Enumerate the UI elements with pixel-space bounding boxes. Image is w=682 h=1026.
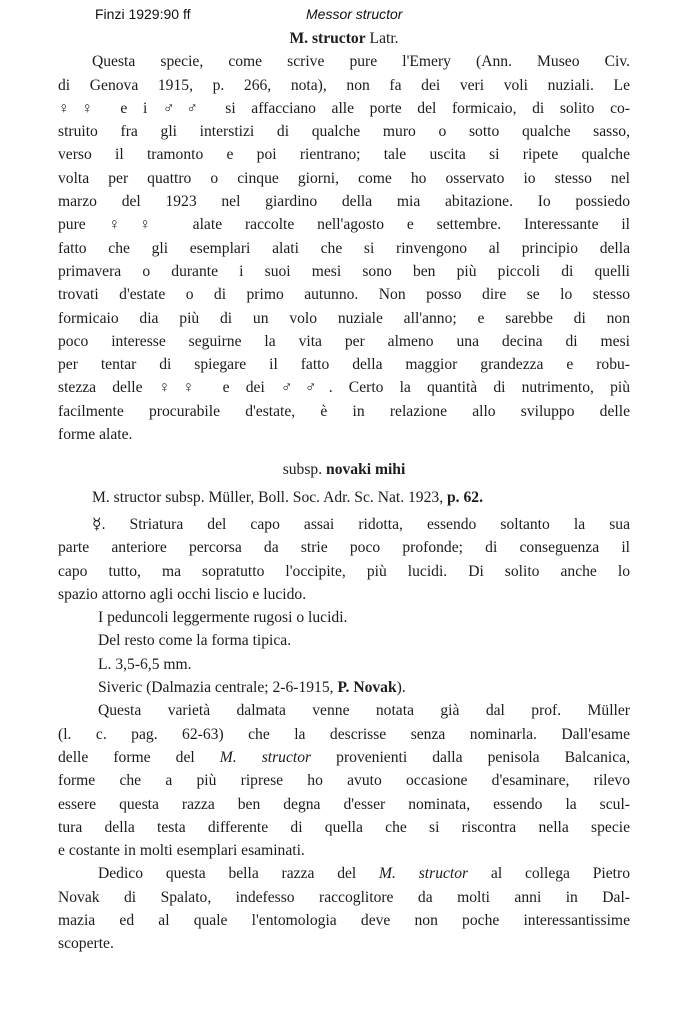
- paragraph-description: [58, 513, 630, 606]
- text-line: e costante in molti esemplari esaminati.: [58, 842, 305, 860]
- species-author: Latr.: [365, 30, 399, 47]
- locality-text: Siveric (Dalmazia centrale; 2-6-1915,: [98, 679, 338, 697]
- text-span: Dedico questa bella razza del: [98, 865, 380, 883]
- text-line: [58, 862, 630, 885]
- text-line: capo tutto, ma sopratutto l'occipite, più lucidi. Di solito anche lo: [58, 562, 630, 580]
- collector-name: P. Novak: [337, 679, 397, 697]
- note-length: L. 3,5-6,5 mm.: [98, 655, 192, 673]
- text-line: pure ♀♀ alate raccolte nell'agosto e settembre. Interessante il: [58, 216, 630, 234]
- article-body: [58, 27, 630, 956]
- source-reference: Finzi 1929:90 ff: [95, 6, 191, 22]
- text-span: delle forme del: [58, 748, 220, 766]
- text-line: marzo del 1923 nel giardino della mia abitazione. Io possiedo: [58, 193, 630, 211]
- text-line: essere questa razza ben degna d'esser nominata, essendo la scul-: [58, 795, 630, 813]
- locality-end: ).: [396, 679, 406, 697]
- subspecies-heading: [58, 458, 630, 481]
- text-line: verso il tramonto e poi rientrano; tale uscita si ripete qualche: [58, 146, 630, 164]
- text-line: primavera o durante i suoi mesi sono ben più piccoli di quelli: [58, 262, 630, 280]
- text-line: mazia ed al quale l'entomologia deve non poche interessantissime: [58, 911, 630, 929]
- text-line: struito fra gli interstizi di qualche muro o sotto qualche sasso,: [58, 123, 630, 141]
- subspecies-name: novaki mihi: [326, 461, 406, 479]
- species-heading: [58, 27, 630, 50]
- text-span: provenienti dalla penisola Balcanica,: [311, 748, 630, 766]
- text-line: spazio attorno agli occhi liscio e lucido.: [58, 585, 307, 603]
- text-line: facilmente procurabile d'estate, è in relazione allo sviluppo delle: [58, 402, 630, 420]
- text-line: [58, 746, 630, 769]
- note-peduncles: I peduncoli leggermente rugosi o lucidi.: [98, 609, 348, 627]
- citation-text: M. structor subsp. Müller, Boll. Soc. Adr. Sc. Nat. 1923,: [92, 488, 447, 506]
- text-line: per tentar di spiegare il fatto della maggior grandezza e robu-: [58, 356, 630, 374]
- note-rest: Del resto come la forma tipica.: [98, 632, 292, 650]
- subspecies-prefix: subsp.: [282, 461, 327, 479]
- text-line: stezza delle ♀♀ e dei ♂♂. Certo la quantità di nutrimento, più: [58, 379, 630, 397]
- locality-line: [58, 676, 630, 699]
- text-line: Novak di Spalato, indefesso raccoglitore da molti anni in Dal-: [58, 888, 630, 906]
- taxon-italic: M. structor: [379, 865, 469, 883]
- paragraph-dedication: [58, 862, 630, 955]
- text-line: poco interesse seguirne la vita per almeno una decina di mesi: [58, 332, 630, 350]
- text-line: tura della testa differente di quella che si riscontra nella specie: [58, 818, 630, 836]
- text-line: Questa specie, come scrive pure l'Emery (Ann. Museo Civ.: [92, 53, 630, 71]
- text-line: forme alate.: [58, 426, 133, 444]
- text-line: ♀♀ e i ♂♂ si affacciano alle porte del formicaio, di solito co-: [58, 99, 630, 117]
- text-span: al collega Pietro: [468, 865, 630, 883]
- text-line: scoperte.: [58, 935, 114, 953]
- text-line: (l. c. pag. 62-63) che la descrisse senza nominarla. Dall'esame: [58, 725, 630, 743]
- citation-line: [58, 486, 630, 509]
- species-reference: Messor structor: [306, 6, 403, 22]
- citation-page: p. 62.: [447, 488, 483, 506]
- text-line: volta per quattro o cinque giorni, come ho osservato io stesso nel: [58, 169, 630, 187]
- paragraph-biology: [58, 50, 630, 446]
- text-line: fatto che gli esemplari alati che si rinvengono al principio della: [58, 239, 630, 257]
- text-line: forme che a più riprese ho avuto occasione d'esaminare, rilevo: [58, 772, 630, 790]
- taxon-italic: M. structor: [219, 748, 312, 766]
- text-line: ☿. Striatura del capo assai ridotta, essendo soltanto la sua: [92, 515, 630, 533]
- text-line: formicaio dia più di un volo nuziale all'anno; e sarebbe di non: [58, 309, 630, 327]
- species-name: M. structor: [289, 30, 366, 47]
- text-line: parte anteriore percorsa da strie poco profonde; di conseguenza il: [58, 539, 630, 557]
- paragraph-discussion: [58, 699, 630, 862]
- text-line: trovati d'estate o di primo autunno. Non posso dire se lo stesso: [58, 286, 630, 304]
- text-line: di Genova 1915, p. 266, nota), non fa dei veri voli nuziali. Le: [58, 76, 630, 94]
- text-line: Questa varietà dalmata venne notata già dal prof. Müller: [98, 702, 630, 720]
